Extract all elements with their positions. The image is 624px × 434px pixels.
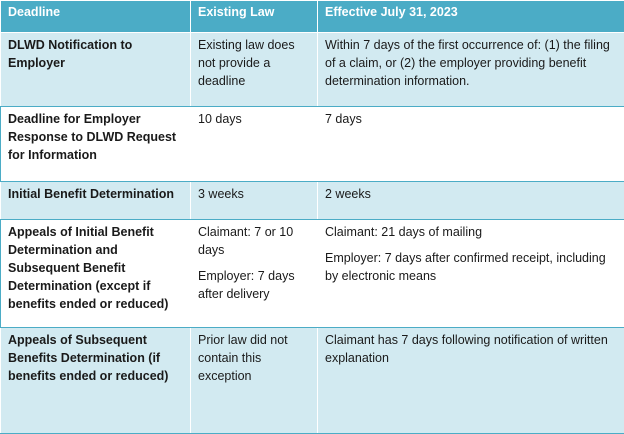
column-header-effective-date: Effective July 31, 2023: [318, 1, 624, 33]
row-effective-cell: [318, 33, 624, 107]
effective-employer-text: Employer: 7 days after confirmed receipt, including by electronic means: [325, 249, 617, 285]
row-deadline-cell: Appeals of Subsequent Benefits Determination (if benefits ended or reduced): [1, 328, 191, 434]
row-existing-law-cell: Existing law does not provide a deadline: [191, 33, 318, 107]
table-row: [1, 328, 624, 434]
row-deadline-cell: Initial Benefit Determination: [1, 182, 191, 220]
effective-claimant-text: Claimant: 21 days of mailing: [325, 223, 617, 241]
table-row: [1, 182, 624, 220]
table-header-row: [1, 1, 624, 33]
row-existing-law-cell: [191, 220, 318, 328]
row-effective-cell: [318, 220, 624, 328]
column-header-deadline: Deadline: [1, 1, 191, 33]
effective-text: Within 7 days of the first occurrence of: (1) the filing of a claim, or (2) the employer providing benefit determination information.: [325, 36, 617, 90]
row-effective-cell: [318, 182, 624, 220]
row-existing-law-cell: 10 days: [191, 107, 318, 182]
row-existing-law-cell: Prior law did not contain this exception: [191, 328, 318, 434]
row-deadline-cell: Deadline for Employer Response to DLWD Request for Information: [1, 107, 191, 182]
effective-text: 2 weeks: [325, 185, 617, 203]
table-row: [1, 107, 624, 182]
row-effective-cell: [318, 328, 624, 434]
table-row: [1, 220, 624, 328]
existing-employer-text: Employer: 7 days after delivery: [198, 267, 310, 303]
table-row: [1, 33, 624, 107]
row-deadline-cell: Appeals of Initial Benefit Determination and Subsequent Benefit Determination (except if benefits ended or reduced): [1, 220, 191, 328]
effective-text: Claimant has 7 days following notification of written explanation: [325, 331, 617, 367]
effective-text: 7 days: [325, 110, 617, 128]
row-effective-cell: [318, 107, 624, 182]
column-header-existing-law: Existing Law: [191, 1, 318, 33]
existing-claimant-text: Claimant: 7 or 10 days: [198, 223, 310, 259]
row-deadline-cell: DLWD Notification to Employer: [1, 33, 191, 107]
row-existing-law-cell: 3 weeks: [191, 182, 318, 220]
